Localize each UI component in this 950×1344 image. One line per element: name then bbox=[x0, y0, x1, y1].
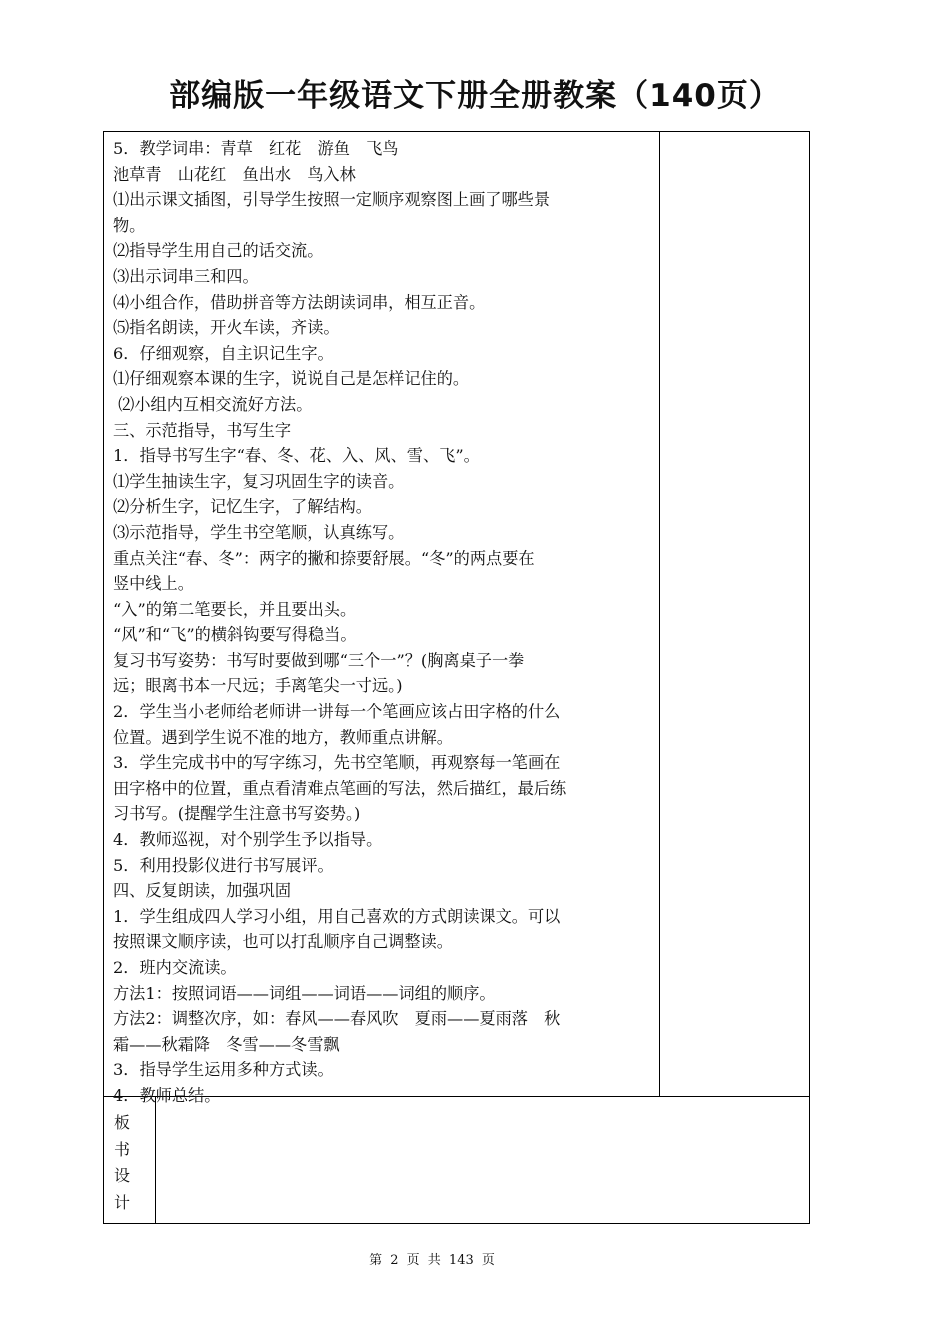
content-line: 方法1：按照词语——词组——词语——词组的顺序。 bbox=[113, 983, 496, 1003]
content-line: 霜——秋霜降 冬雪——冬雪飘 bbox=[113, 1034, 340, 1054]
content-line: 习书写。(提醒学生注意书写姿势。) bbox=[113, 804, 361, 824]
content-line: 竖中线上。 bbox=[113, 574, 194, 594]
content-line: “风”和“飞”的横斜钩要写得稳当。 bbox=[113, 625, 357, 645]
content-line: 5．利用投影仪进行书写展评。 bbox=[113, 855, 334, 875]
lesson-table bbox=[103, 131, 810, 1224]
content-line: 田字格中的位置，重点看清难点笔画的写法，然后描红，最后练 bbox=[113, 778, 567, 798]
page-footer: 第 2 页 共 143 页 bbox=[369, 1253, 495, 1268]
content-line: 池草青 山花红 鱼出水 鸟入林 bbox=[113, 164, 356, 184]
column-divider bbox=[659, 132, 660, 1096]
content-line: 远；眼离书本一尺远；手离笔尖一寸远。) bbox=[113, 676, 403, 696]
content-line: ⑶出示词串三和四。 bbox=[113, 266, 259, 286]
content-line: 4．教师总结。 bbox=[113, 1085, 221, 1105]
document-title: 部编版一年级语文下册全册教案（140页） bbox=[169, 78, 781, 114]
content-line: ⑵小组内互相交流好方法。 bbox=[113, 394, 313, 414]
content-line: 2．学生当小老师给老师讲一讲每一个笔画应该占田字格的什么 bbox=[113, 702, 561, 722]
content-line: 3．学生完成书中的写字练习，先书空笔顺，再观察每一笔画在 bbox=[113, 753, 561, 773]
lesson-content bbox=[113, 136, 653, 1109]
board-design-label bbox=[114, 1110, 130, 1216]
content-line: 3．指导学生运用多种方式读。 bbox=[113, 1060, 334, 1080]
board-design-char: 计 bbox=[114, 1192, 131, 1212]
content-line: ⑵指导学生用自己的话交流。 bbox=[113, 241, 324, 261]
content-line: 1．学生组成四人学习小组，用自己喜欢的方式朗读课文。可以 bbox=[113, 906, 561, 926]
content-line: 1．指导书写生字“春、冬、花、入、风、雪、飞”。 bbox=[113, 446, 480, 466]
content-line: 4．教师巡视，对个别学生予以指导。 bbox=[113, 830, 383, 850]
content-line: 方法2：调整次序，如：春风——春风吹 夏雨——夏雨落 秋 bbox=[113, 1009, 561, 1029]
content-line: ⑴仔细观察本课的生字，说说自己是怎样记住的。 bbox=[113, 369, 470, 389]
content-line: 5．教学词串：青草 红花 游鱼 飞鸟 bbox=[113, 139, 399, 158]
content-line: ⑸指名朗读，开火车读，齐读。 bbox=[113, 318, 340, 338]
content-line: 6．仔细观察，自主识记生字。 bbox=[113, 343, 334, 363]
content-line: 位置。遇到学生说不准的地方，教师重点讲解。 bbox=[113, 727, 453, 747]
content-line: ⑵分析生字，记忆生字，了解结构。 bbox=[113, 497, 372, 517]
board-design-char: 设 bbox=[114, 1166, 131, 1185]
content-line: 物。 bbox=[113, 215, 146, 235]
content-line: 2．班内交流读。 bbox=[113, 958, 237, 977]
content-line: 四、反复朗读，加强巩固 bbox=[113, 881, 292, 901]
content-line: ⑶示范指导，学生书空笔顺，认真练写。 bbox=[113, 522, 405, 542]
content-line: 三、示范指导，书写生字 bbox=[113, 420, 292, 440]
content-line: 按照课文顺序读，也可以打乱顺序自己调整读。 bbox=[113, 932, 453, 952]
board-design-char: 书 bbox=[114, 1139, 131, 1159]
content-line: 复习书写姿势：书写时要做到哪“三个一”？(胸离桌子一拳 bbox=[113, 650, 525, 670]
content-line: ⑷小组合作，借助拼音等方法朗读词串，相互正音。 bbox=[113, 292, 486, 312]
content-line: “入”的第二笔要长，并且要出头。 bbox=[113, 599, 357, 619]
board-design-char: 板 bbox=[114, 1113, 131, 1132]
board-design-label-cell bbox=[104, 1096, 156, 1224]
content-line: ⑴学生抽读生字，复习巩固生字的读音。 bbox=[113, 471, 405, 491]
content-line: 重点关注“春、冬”：两字的撇和捺要舒展。“冬”的两点要在 bbox=[113, 548, 535, 568]
content-line: ⑴出示课文插图，引导学生按照一定顺序观察图上画了哪些景 bbox=[113, 190, 551, 210]
